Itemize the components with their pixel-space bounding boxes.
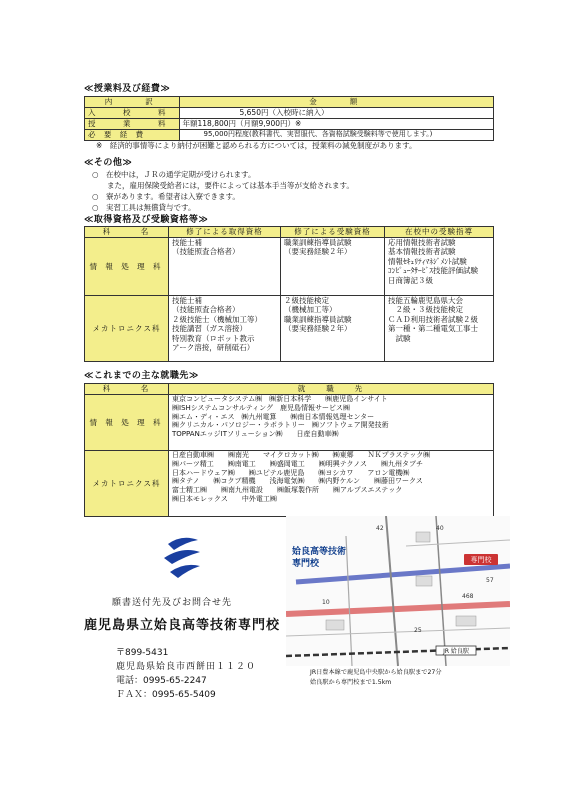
road-number: 10 [322,599,330,606]
other-list [92,170,354,214]
other-line: また，雇用保険受給者には，要件によっては基本手当等が支給されます。 [92,181,354,190]
postal-code: 〒899-5431 [116,648,169,658]
employer-line: ㈱クリニカル・パソロジー・ラボラトリー ㈱ソフトウェア開発技術 [172,421,389,430]
employer-line: ㈱日本モレックス 中外電工㈱ [172,494,277,503]
jobs-dept: 情 報 処 理 科 [85,395,169,451]
quals-table [84,226,494,362]
fees-col-amount: 金 額 [179,97,494,108]
fees-table [84,96,494,141]
station-label: JR 姶良駅 [443,648,469,655]
quals-eligible [281,296,385,362]
map-caption-line2: 姶良駅から専門校まで1.5km [310,679,392,686]
employer-line: 富士精工㈱ ㈱南九州電設 ㈱飯塚製作所 ㈱アルプスエステック [172,486,403,494]
jobs-employers [169,395,494,451]
map-title-line2: 専門校 [292,559,320,569]
fees-col-item: 内 訳 [85,97,180,108]
school-logo [160,532,204,582]
qual-item: （機械加工等） [284,305,337,315]
road-number: 42 [376,525,384,532]
fee-label: 授 業 料 [85,119,180,130]
qual-item: ＣＡＤ利用技術者試験２級 [388,314,478,324]
qual-item: ２級・３級技能検定 [388,305,463,315]
employer-line: TOPPANエッジITソリューション㈱ 日産自動車㈱ [172,430,339,438]
qual-item: ｺﾝﾋﾟｭｰﾀｻｰﾋﾞｽ技能評価試験 [388,266,478,276]
qual-item: 技能五輪鹿児島県大会 [388,296,463,305]
quals-col-acquired: 修了による取得資格 [169,227,281,238]
jobs-table [84,383,494,517]
road-number: 468 [462,593,474,600]
fee-value: 年額118,800円（月額9,900円）※ [179,119,494,130]
jobs-employers [169,451,494,517]
qual-item: 技能士補 [172,296,202,305]
map-block [456,616,476,626]
qual-item: （技能照査合格者） [172,305,240,315]
fees-title: ≪授業料及び経費≫ [84,84,171,94]
jobs-col-dept: 科 名 [85,384,169,395]
school-name: 鹿児島県立姶良高等技術専門校 [84,618,281,633]
road-number: 57 [486,577,494,584]
map-title-line1: 姶良高等技術 [292,547,347,557]
employer-line: ㈱ISHシステムコンサルティング 鹿児島情報サービス㈱ [172,403,351,412]
fee-value: 95,000円程度(教科書代、実習服代、各資格試験受験料等で使用します。) [179,130,494,141]
qual-item: アーク溶接，研削砥石） [172,342,255,352]
road-number: 40 [436,525,444,532]
map-caption-line1: JR日豊本線で鹿児島中央駅から姶良駅まで27分 [310,669,442,676]
qual-item: 試験 [388,333,411,343]
fees-note: ※ 経済的事情等により納付が困難と認められる方については，授業料の減免制度があります。 [96,141,417,150]
jobs-dept: メカトロニクス科 [85,451,169,517]
jobs-title: ≪これまでの主な就職先≫ [84,371,199,381]
fax-number: ＦＡＸ：0995-65-5409 [116,690,216,700]
access-map [286,516,510,686]
map-background [286,516,510,666]
quals-guidance [385,238,494,296]
qual-item: ２級技能士（機械加工等） [172,314,262,324]
road-number: 25 [414,627,422,634]
contact-details [116,646,256,702]
other-line: ○ 実習工具は無償貸与です。 [92,203,196,212]
qual-item: 日商簿記３級 [388,275,433,285]
quals-guidance [385,296,494,362]
qual-item: 職業訓練指導員試験 [284,238,352,247]
quals-col-guidance: 在校中の受験指導 [385,227,494,238]
employer-line: 日本ハードウェア㈱ ㈱ユピテル鹿児島 ㈱ヨシカワ アロン電機㈱ [172,468,410,477]
quals-acquired [169,238,281,296]
fee-label: 必 要 経 費 [85,130,180,141]
quals-col-eligible: 修了による受験資格 [281,227,385,238]
phone-number: 電話：0995-65-2247 [116,676,207,686]
employer-line: ㈱タテノ ㈱コクブ精機 浅海電気㈱ ㈱内野ケルン ㈱藤田ワークス [172,477,423,486]
quals-dept: 情 報 処 理 科 [85,238,169,296]
qual-item: 情報ｾｷｭﾘﾃｨﾏﾈｼﾞﾒﾝﾄ試験 [388,256,467,266]
logo-stroke-bot [170,565,200,578]
qual-item: 応用情報技術者試験 [388,238,456,247]
quals-acquired [169,296,281,362]
map-block [416,576,432,586]
employer-line: 東京コンピュータシステム㈱ ㈱新日本科学 ㈱鹿児島インサイト [172,395,388,403]
employer-line: ㈱エム・ディ・エス ㈱九州電算 ㈱南日本情報処理センター [172,412,375,421]
logo-stroke-top [168,538,198,550]
fee-value: 5,650円（入校時に納入） [179,108,494,119]
jobs-col-employers: 就 職 先 [169,384,494,395]
qual-item: 基本情報技術者試験 [388,247,456,257]
qual-item: ２級技能検定 [284,296,329,305]
quals-title: ≪取得資格及び受験資格等≫ [84,215,209,225]
contact-heading: 願書送付先及びお問合せ先 [112,598,233,608]
employer-line: ㈱パーツ精工 ㈱南電工 ㈱盛岡電工 ㈱明興テクノス ㈱九州タブチ [172,459,424,468]
qual-item: 特別教育（ロボット教示 [172,333,255,343]
logo-stroke-mid [164,550,200,564]
map-block [326,620,344,630]
qual-item: 技能講習（ガス溶接） [172,324,247,334]
qual-item: 職業訓練指導員試験 [284,314,352,324]
quals-dept: メカトロニクス科 [85,296,169,362]
fee-label: 入 校 料 [85,108,180,119]
map-block [416,532,430,542]
quals-col-dept: 科 名 [85,227,169,238]
employer-line: 日産自動車㈱ ㈱南光 マイクロカット㈱ ㈱東郷 ＮＫプラステック㈱ [172,451,431,459]
other-title: ≪その他≫ [84,158,133,168]
qual-item: （技能照査合格者） [172,247,240,257]
address: 鹿児島県姶良市西餅田１１２０ [116,662,257,672]
other-line: ○ 寮があります。希望者は入寮できます。 [92,192,240,201]
other-line: ○ 在校中は，ＪＲの通学定期が受けられます。 [92,170,256,179]
qual-item: （要実務経験２年） [284,247,352,257]
qual-item: （要実務経験２年） [284,324,352,334]
school-marker-label: 専門校 [470,556,492,564]
qual-item: 技能士補 [172,238,202,247]
qual-item: 第一種・第二種電気工事士 [388,324,478,334]
quals-eligible [281,238,385,296]
